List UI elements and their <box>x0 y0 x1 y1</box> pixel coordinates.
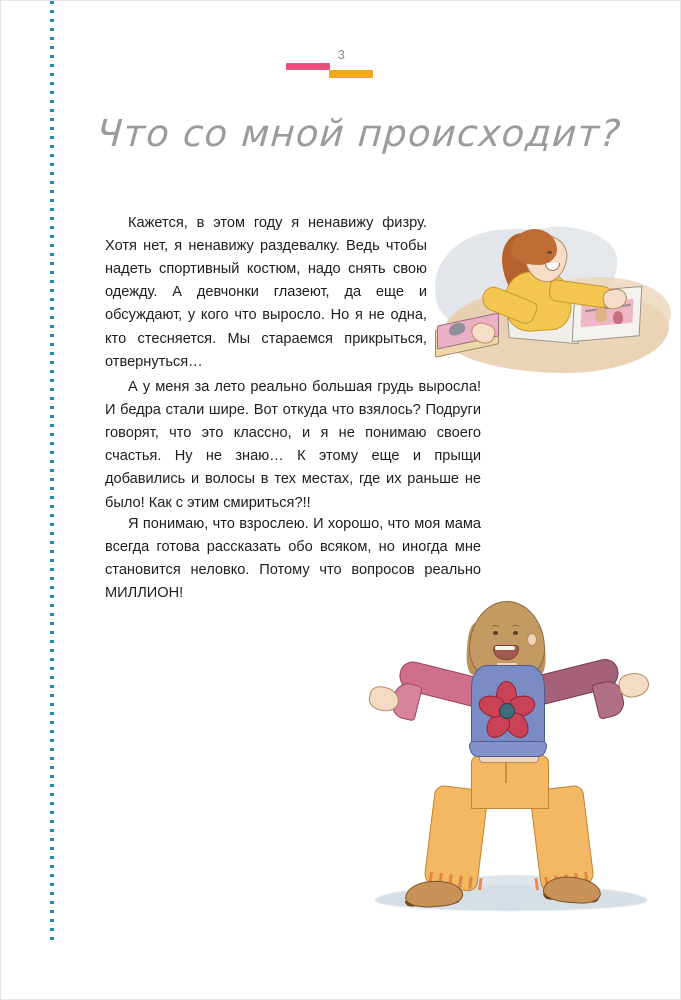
pants-waist-block <box>471 755 549 809</box>
flower-center <box>499 703 515 719</box>
page-number: 3 <box>337 47 346 62</box>
eyebrow-left <box>491 625 500 629</box>
eye-left <box>493 631 498 635</box>
illustration-girl-reading-magazines <box>425 227 677 377</box>
eyebrow-right <box>511 625 520 629</box>
pants-fly <box>505 761 507 783</box>
pink-rule-decoration <box>286 63 330 70</box>
paragraph-text: Кажется, в этом году я ненавижу физру. Хотя нет, я ненавижу раздевалку. Ведь чтобы надеть спортивный костюм, надо снять свою одежду. А девчонки глазеют, да еще и обсуждают, у кого что выросло. Но я не одна, кто стесняется. Мы стараемся прикрыться, отвернуться… <box>105 214 427 370</box>
body-paragraph <box>105 513 481 606</box>
eye <box>547 251 552 254</box>
eye-right <box>513 631 518 635</box>
teeth <box>495 646 515 650</box>
illustration-girl-standing-arms-out <box>357 593 669 941</box>
tank-top-hem <box>469 741 547 757</box>
paragraph-text: А у меня за лето реально большая грудь выросла! И бедра стали шире. Вот откуда что взялось? Подруги говорят, что это классно, и я не понимаю своего счастья. Ну не знаю… К этому еще и прыщи добавились и волосы в тех местах, где их раньше не было! Как с этим смириться?!! <box>105 378 481 511</box>
hair-top <box>511 229 557 265</box>
body-paragraph <box>105 376 481 515</box>
dotted-rule-decoration <box>50 1 54 943</box>
chapter-heading: Что со мной происходит? <box>95 111 623 155</box>
ear <box>527 633 537 646</box>
orange-rule-decoration <box>329 70 373 78</box>
paragraph-text: Я понимаю, что взрослею. И хорошо, что моя мама всегда готова рассказать обо всяком, но иногда мне становится неловко. Потому что вопросов реально МИЛЛИОН! <box>105 515 481 602</box>
magazine-figure <box>595 307 607 322</box>
magazine-figure <box>613 311 623 324</box>
body-paragraph <box>105 212 427 374</box>
